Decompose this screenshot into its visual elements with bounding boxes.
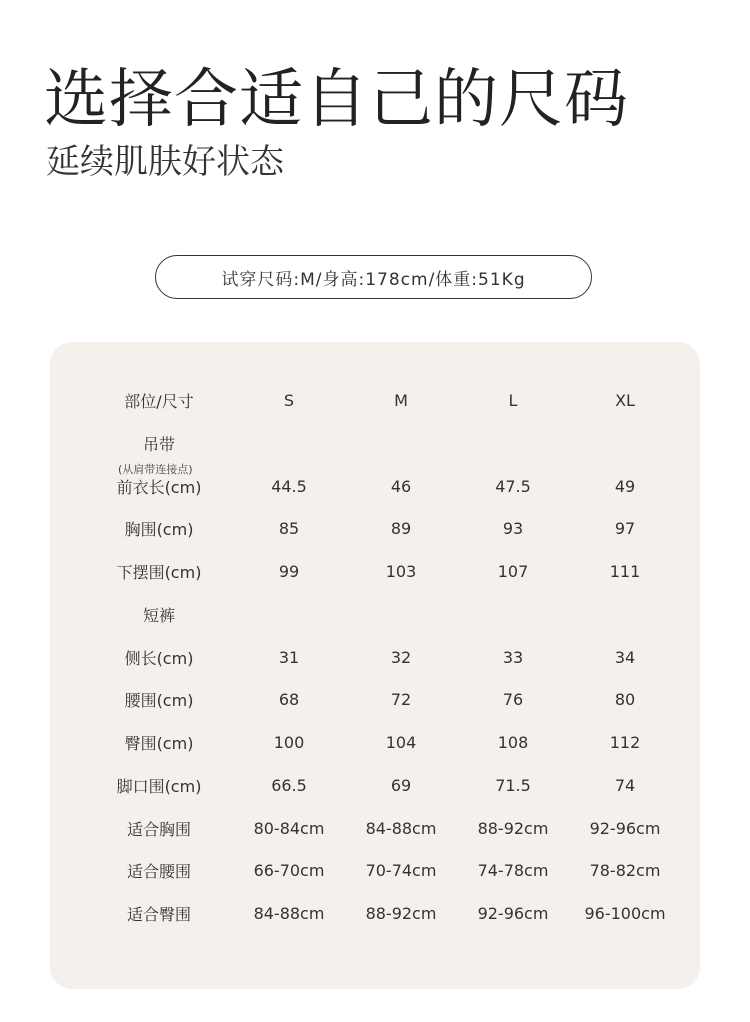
table-row — [50, 770, 700, 800]
row-label: 胸围(cm) — [124, 519, 194, 539]
table-cell: 96-100cm — [584, 903, 666, 923]
table-cell: 34 — [614, 647, 636, 667]
row-label: 前衣长(cm) — [116, 477, 202, 497]
column-header: L — [508, 390, 518, 410]
table-cell: 78-82cm — [589, 860, 661, 880]
page-title: 选择合适自己的尺码 — [44, 63, 629, 137]
section-label: 短裤 — [142, 605, 176, 625]
column-header: 部位/尺寸 — [124, 391, 194, 411]
table-row — [50, 684, 700, 714]
table-cell: 108 — [497, 732, 529, 752]
row-label: 侧长(cm) — [124, 648, 194, 668]
table-cell: 89 — [390, 518, 412, 538]
table-cell: 66.5 — [271, 775, 307, 795]
table-cell: 107 — [497, 561, 529, 581]
table-cell: 74-78cm — [477, 860, 549, 880]
table-cell: 66-70cm — [253, 860, 325, 880]
table-row — [50, 556, 700, 586]
table-cell: 69 — [390, 775, 412, 795]
section-label-row — [50, 599, 700, 629]
row-label: 适合腰围 — [126, 861, 192, 881]
row-label: 臀围(cm) — [124, 733, 194, 753]
table-row — [50, 642, 700, 672]
table-cell: 99 — [278, 561, 300, 581]
column-header: XL — [615, 390, 635, 410]
table-row — [50, 727, 700, 757]
row-label: 适合臀围 — [126, 904, 192, 924]
table-cell: 80 — [614, 689, 636, 709]
table-cell: 46 — [390, 476, 412, 496]
table-cell: 92-96cm — [589, 818, 661, 838]
trial-size-badge — [155, 255, 592, 299]
table-row — [50, 471, 700, 501]
table-cell: 68 — [278, 689, 300, 709]
table-cell: 97 — [614, 518, 636, 538]
table-cell: 76 — [502, 689, 524, 709]
page-subtitle: 延续肌肤好状态 — [46, 142, 284, 182]
column-header: S — [283, 390, 295, 410]
table-cell: 103 — [385, 561, 417, 581]
row-label: 腰围(cm) — [124, 690, 194, 710]
row-label: 适合胸围 — [126, 819, 192, 839]
table-row — [50, 855, 700, 885]
table-cell: 85 — [278, 518, 300, 538]
section-label-row — [50, 428, 700, 458]
table-row — [50, 513, 700, 543]
table-cell: 32 — [390, 647, 412, 667]
table-cell: 84-88cm — [253, 903, 325, 923]
table-cell: 33 — [502, 647, 524, 667]
row-label: 脚口围(cm) — [116, 776, 202, 796]
table-cell: 88-92cm — [365, 903, 437, 923]
table-cell: 80-84cm — [253, 818, 325, 838]
table-cell: 72 — [390, 689, 412, 709]
table-row — [50, 898, 700, 928]
table-cell: 84-88cm — [365, 818, 437, 838]
table-cell: 88-92cm — [477, 818, 549, 838]
table-cell: 100 — [273, 732, 305, 752]
table-row — [50, 813, 700, 843]
section-label: 吊带 — [142, 434, 176, 454]
table-cell: 47.5 — [495, 476, 531, 496]
table-cell: 49 — [614, 476, 636, 496]
table-cell: 70-74cm — [365, 860, 437, 880]
size-chart-card — [50, 342, 700, 989]
table-cell: 44.5 — [271, 476, 307, 496]
table-cell: 112 — [609, 732, 641, 752]
trial-size-text: 试穿尺码:M/身高:178cm/体重:51Kg — [221, 269, 526, 290]
table-header-row — [50, 385, 700, 415]
table-cell: 111 — [609, 561, 641, 581]
table-cell: 104 — [385, 732, 417, 752]
column-header: M — [394, 390, 408, 410]
table-cell: 71.5 — [495, 775, 531, 795]
table-cell: 31 — [278, 647, 300, 667]
table-cell: 93 — [502, 518, 524, 538]
table-cell: 92-96cm — [477, 903, 549, 923]
table-cell: 74 — [614, 775, 636, 795]
section-note: (从肩带连接点) — [118, 463, 193, 476]
row-label: 下摆围(cm) — [116, 562, 202, 582]
